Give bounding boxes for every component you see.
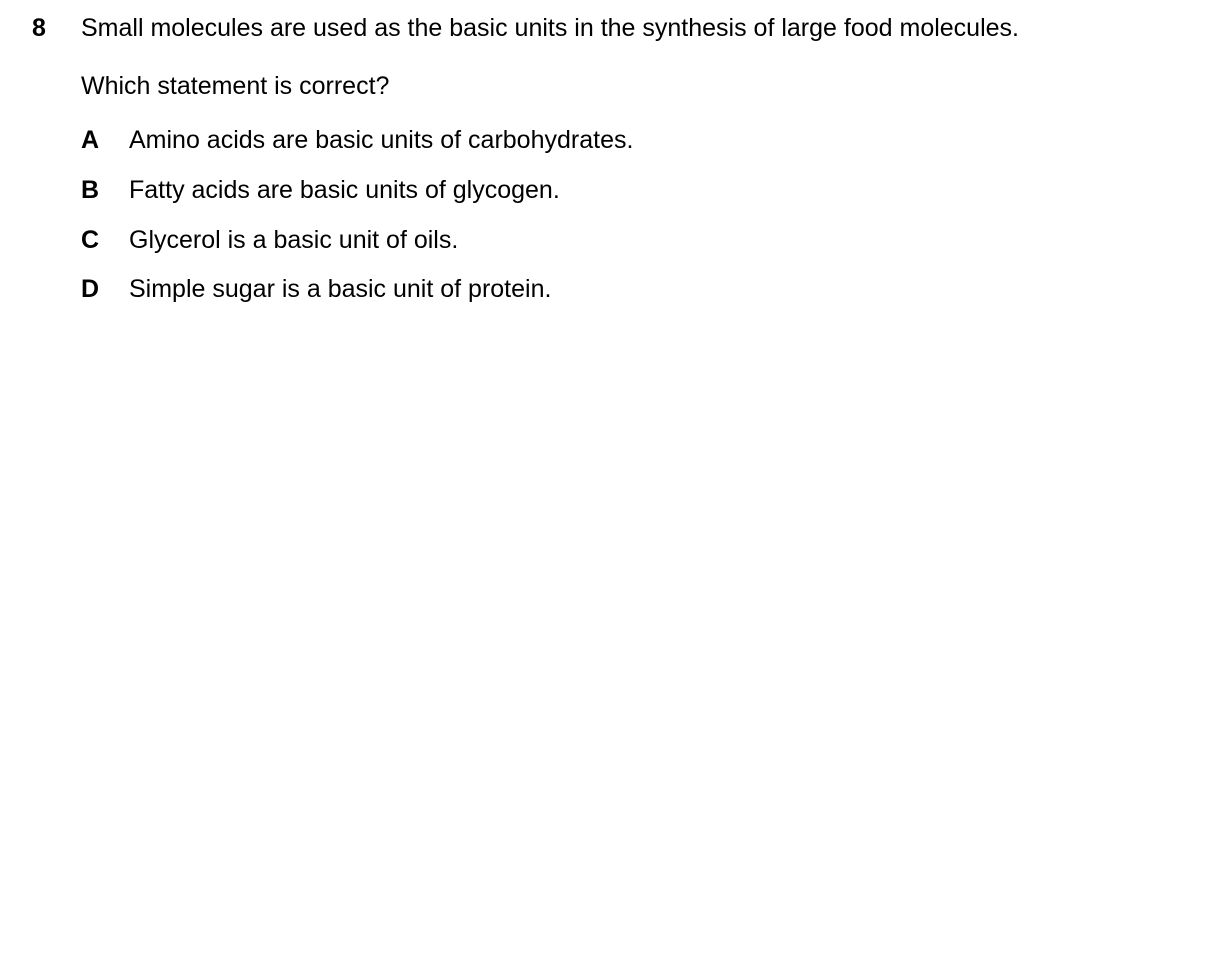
option-letter: A [81,126,100,154]
question-prompt: Which statement is correct? [81,72,390,100]
option-text: Fatty acids are basic units of glycogen. [129,176,560,204]
option-text: Simple sugar is a basic unit of protein. [129,275,552,303]
question-stem: Small molecules are used as the basic units in the synthesis of large food molecules. [81,14,1019,42]
option-letter: C [81,226,100,254]
option-letter: B [81,176,100,204]
option-letter: D [81,275,100,303]
option-text: Glycerol is a basic unit of oils. [129,226,459,254]
question-number: 8 [32,14,46,42]
option-text: Amino acids are basic units of carbohydrates. [129,126,634,154]
